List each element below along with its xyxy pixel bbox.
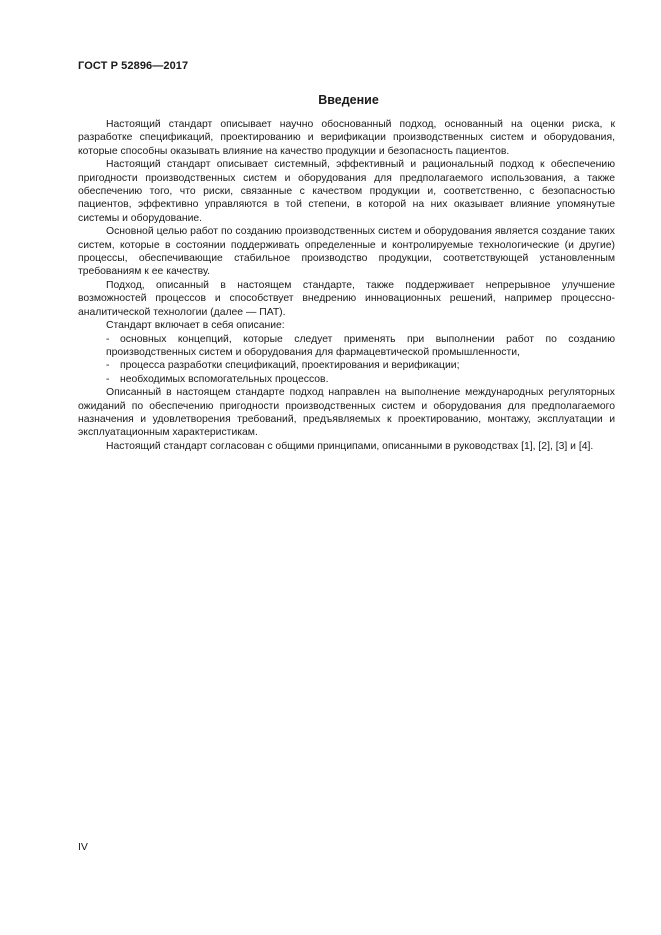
list-item-text: основных концепций, которые следует применять при выполнении работ по созданию производственных систем и оборудования для фармацевтической промышленности, bbox=[106, 333, 615, 358]
paragraph: Настоящий стандарт описывает системный, эффективный и рациональный подход к обеспечению пригодности производственных систем и оборудования для предполагаемого использования, а также обеспечению того, что риски, связанные с качеством продукции и, соответственно, с безопасностью пациентов, эффективно управляются в той степени, в которой на них оказывает влияние упомянутые системы и оборудование. bbox=[78, 159, 615, 224]
list-item bbox=[78, 359, 615, 372]
paragraph: Стандарт включает в себя описание: bbox=[106, 320, 285, 332]
paragraph: Настоящий стандарт согласован с общими принципами, описанными в руководствах [1], [2], [3] и [4]. bbox=[106, 440, 594, 452]
paragraph: Основной целью работ по созданию производственных систем и оборудования является создание таких систем, которые в состоянии поддерживать определенные и контролируемые технологические (и другие) процессы, обеспечивающие стабильное производство продукции, соответствующей установленным требованиям к ее качеству. bbox=[78, 226, 615, 278]
list-marker: - bbox=[106, 360, 110, 372]
list-item-text: необходимых вспомогательных процессов. bbox=[120, 373, 329, 385]
page-number: IV bbox=[78, 841, 88, 853]
paragraph: Настоящий стандарт описывает научно обоснованный подход, основанный на оценки риска, к разработке спецификаций, проектированию и верификации производственных систем и оборудования, которые способны оказывать влияние на качество продукции и безопасность пациентов. bbox=[78, 119, 615, 157]
list-marker: - bbox=[106, 373, 110, 385]
document-header-standard-code: ГОСТ Р 52896—2017 bbox=[78, 60, 189, 72]
section-title: Введение bbox=[318, 93, 379, 107]
paragraph: Описанный в настоящем стандарте подход направлен на выполнение международных регуляторных ожиданий по обеспечению пригодности производственных систем и оборудования для предполагаемого назначения и удовлетворения требований, предъявляемых к проектированию, монтажу, эксплуатации и эксплуатационным характеристикам. bbox=[78, 387, 615, 439]
list-item bbox=[78, 333, 615, 360]
list-item bbox=[78, 373, 615, 386]
body-text bbox=[78, 118, 615, 453]
list-marker: - bbox=[106, 333, 110, 345]
list-item-text: процесса разработки спецификаций, проектирования и верификации; bbox=[120, 360, 460, 372]
paragraph: Подход, описанный в настоящем стандарте, также поддерживает непрерывное улучшение возможностей процессов и способствует внедрению инновационных решений, например процессно-аналитической технологии (далее — ПАТ). bbox=[78, 279, 615, 318]
